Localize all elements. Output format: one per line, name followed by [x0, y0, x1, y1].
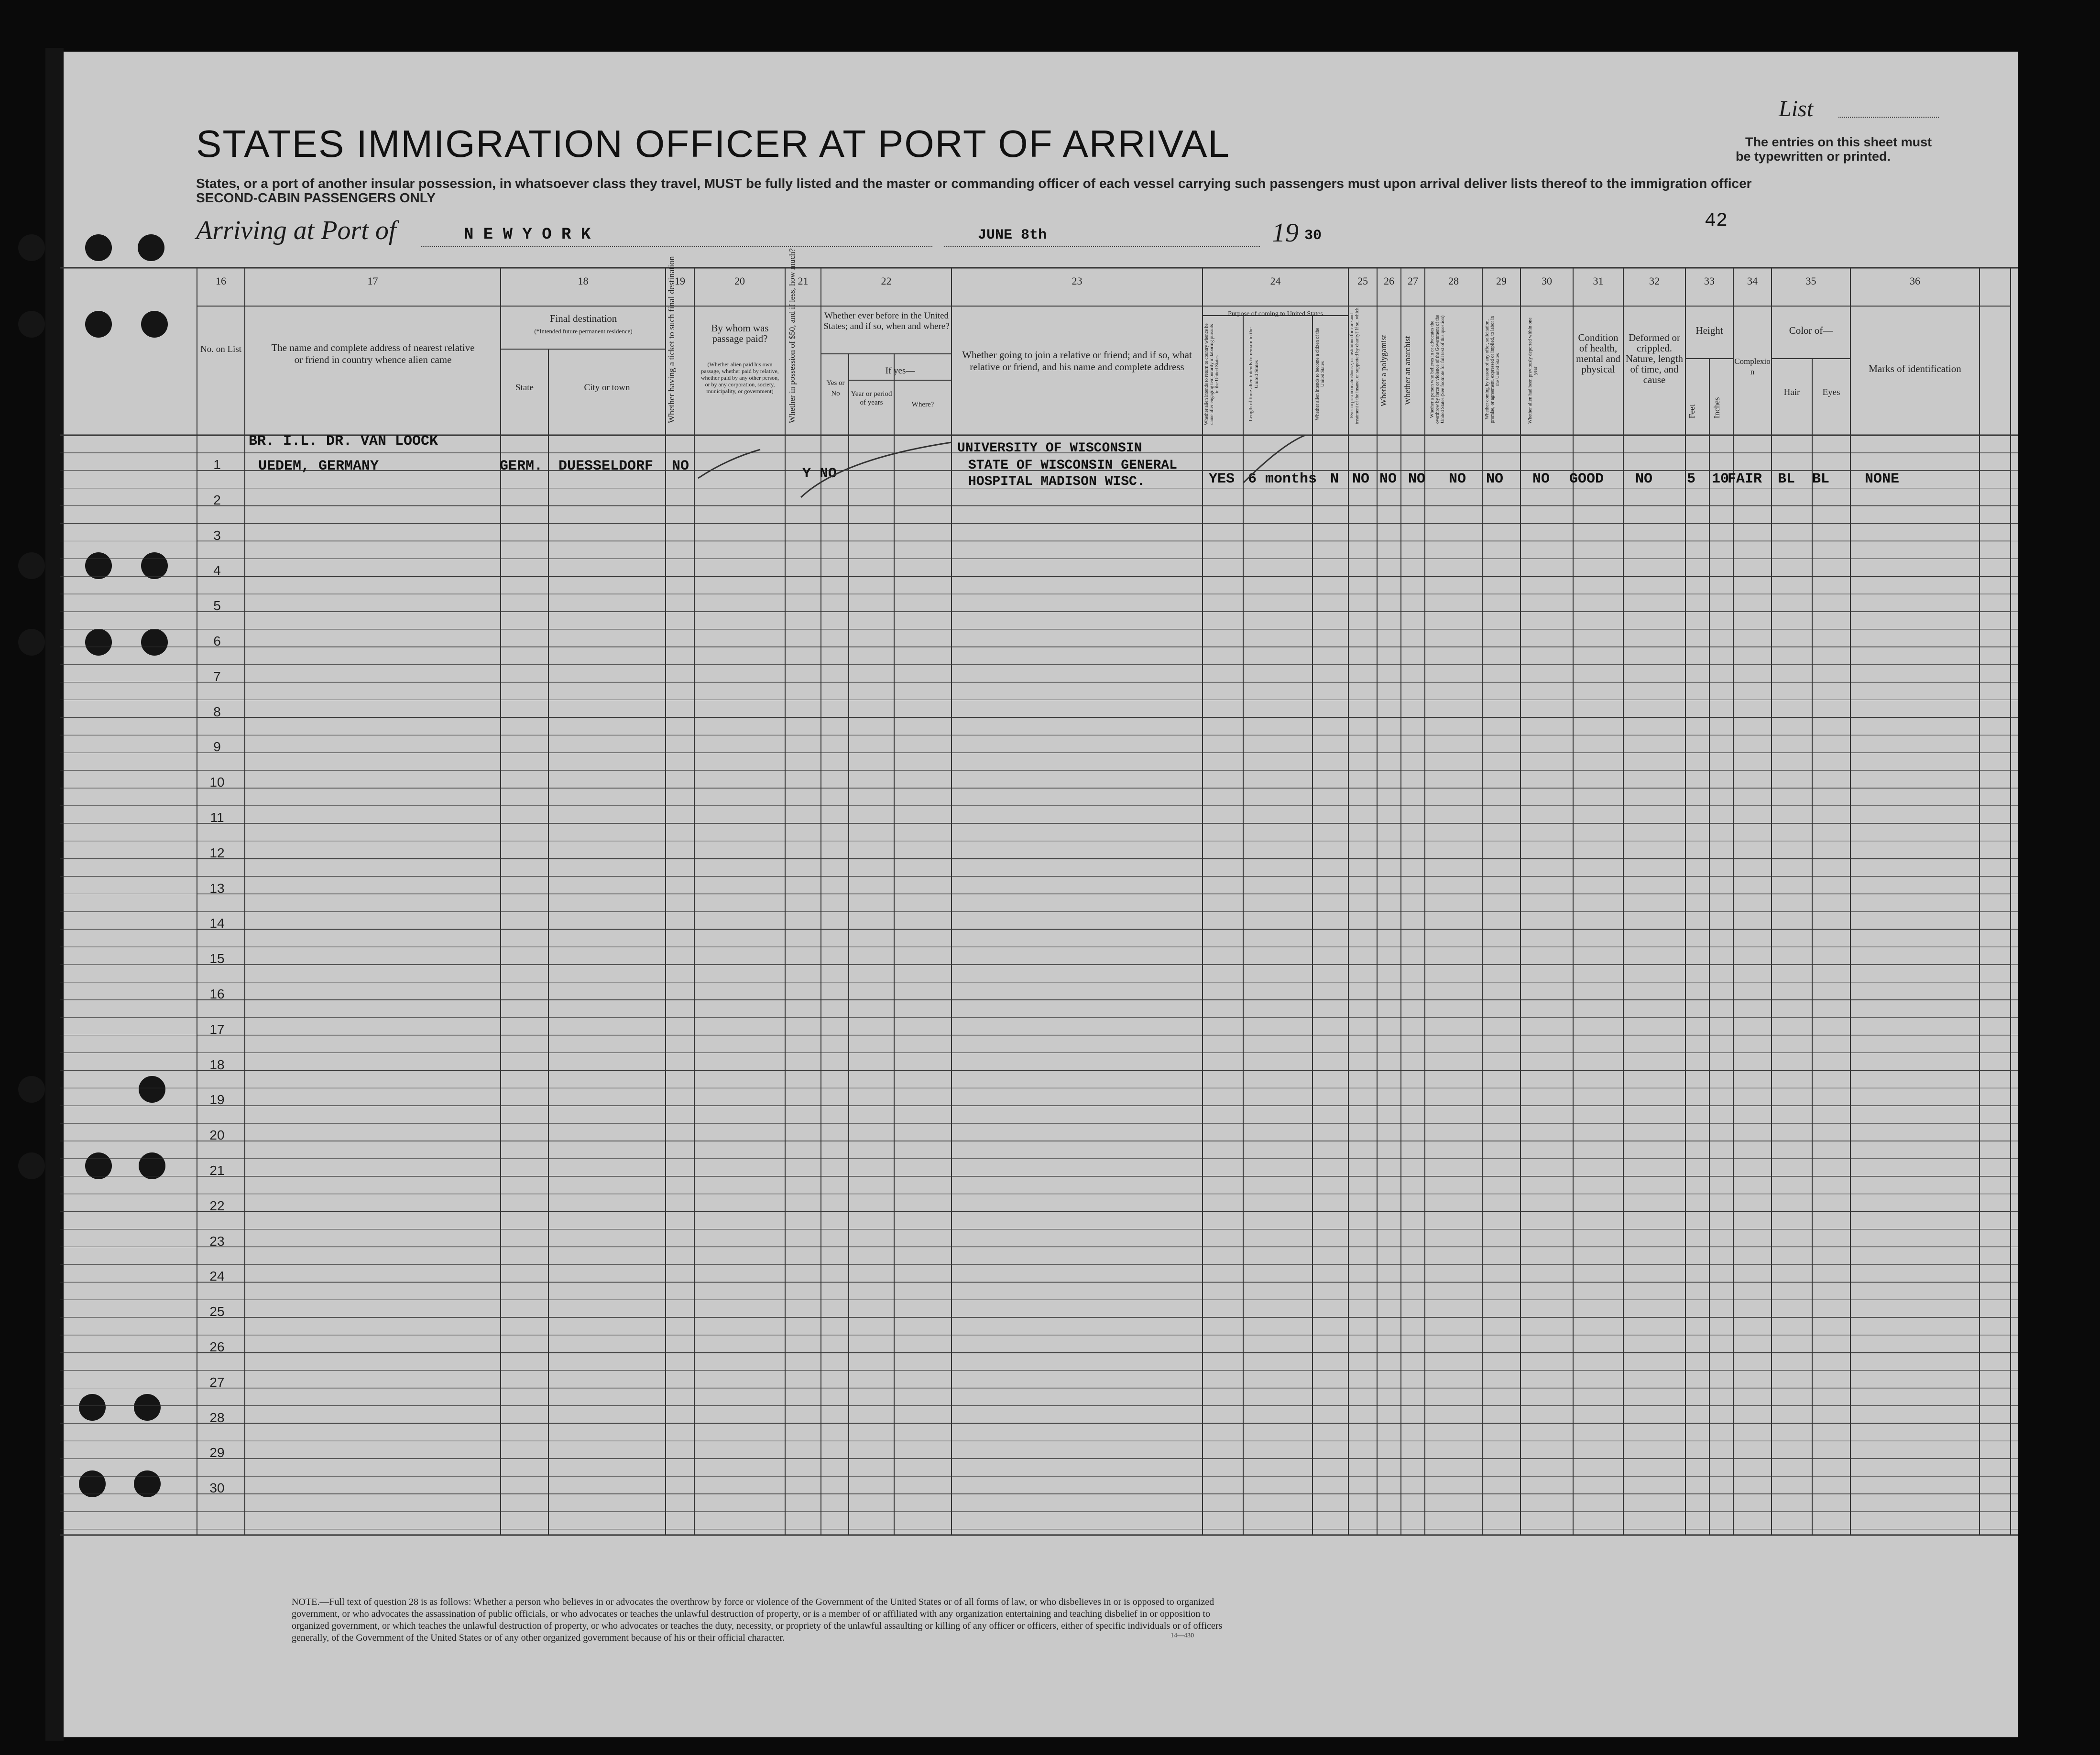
row-number: 23: [209, 1233, 225, 1249]
row-number: 24: [209, 1269, 225, 1284]
header-anarchist: Whether an anarchist: [1403, 336, 1412, 406]
row-number: 1: [213, 457, 221, 472]
column-number: 21: [798, 275, 809, 287]
row-number: 19: [209, 1092, 225, 1108]
row-number: 6: [213, 634, 221, 648]
header-city: City or town: [584, 383, 630, 393]
row-number: 12: [209, 845, 225, 860]
prison-value: NO: [1352, 471, 1370, 487]
arriving-label: Arriving at Port of: [196, 216, 396, 245]
polygamist-value: NO: [1379, 471, 1397, 487]
row-number: 22: [209, 1198, 225, 1213]
relative-name: BR. I.L. DR. VAN LOOCK: [249, 433, 438, 450]
column-number: 19: [675, 275, 685, 287]
header-where: Where?: [911, 401, 934, 408]
column-number: 33: [1704, 275, 1715, 287]
column-number: 30: [1542, 275, 1552, 287]
row-number: 11: [210, 810, 224, 825]
row-number: 20: [209, 1128, 225, 1143]
column-number: 27: [1408, 275, 1418, 287]
relative-address: UEDEM, GERMANY: [258, 458, 379, 474]
row-number: 26: [209, 1339, 225, 1354]
row-number: 2: [213, 492, 221, 507]
header-hair: Hair: [1783, 387, 1800, 397]
row-number: 25: [209, 1304, 225, 1319]
form-number: 14—430: [1170, 1632, 1194, 1639]
header-citizen-intent: Whether alien intends to become a citizen of the United States: [1315, 328, 1325, 421]
row-number: 14: [209, 916, 225, 931]
joining-line-1: UNIVERSITY OF WISCONSIN: [957, 441, 1142, 456]
header-relative-address: The name and complete address of nearest relative or friend in country whence alien came: [271, 342, 475, 365]
feet-value: 5: [1687, 471, 1696, 487]
header-passage-paid: By whom was passage paid?: [711, 322, 769, 344]
column-number: 25: [1357, 275, 1368, 287]
health-value: GOOD: [1569, 471, 1604, 487]
column-number: 34: [1747, 275, 1758, 287]
destination-city: DUESSELDORF: [558, 458, 654, 474]
row-number: 7: [213, 669, 221, 684]
header-no-on-list: No. on List: [200, 344, 242, 354]
header-before-in-us: Whether ever before in the United States; and if so, when and where?: [823, 311, 950, 331]
entries-note: be typewritten or printed.: [1736, 149, 1891, 164]
header-height: Height: [1695, 325, 1723, 336]
header-state: State: [515, 383, 534, 393]
column-number: 26: [1384, 275, 1394, 287]
column-number: 16: [216, 275, 226, 287]
row-number: 27: [209, 1374, 225, 1390]
header-final-destination: Final destination: [549, 313, 617, 324]
ticket-value: NO: [672, 458, 689, 474]
header-prison: Ever in prison or almshouse, or institution for care and treatment of the insane, or supported by charity? If so, which: [1349, 307, 1360, 424]
column-number: 17: [367, 275, 378, 287]
column-number: 36: [1910, 275, 1920, 287]
header-passage-paid-note: (Whether alien paid his own passage, whether paid by relative, whether paid by any other person, or by any corporation, society, municipality, or government): [700, 361, 779, 395]
header-complexion: Complexion: [1734, 357, 1771, 376]
deformed-value: NO: [1635, 471, 1653, 487]
header-if-yes: If yes—: [885, 366, 915, 376]
column-number: 35: [1805, 275, 1816, 287]
header-ticket: Whether having a ticket to such final destination: [667, 256, 676, 423]
port-name: N E W Y O R K: [464, 226, 591, 244]
row-number: 18: [209, 1057, 225, 1072]
row-number: 10: [209, 775, 225, 790]
header-deported: Whether alien had been previously deported within one year: [1528, 318, 1538, 424]
return-intent-value: YES: [1209, 471, 1235, 487]
deported-value: NO: [1532, 471, 1550, 487]
row-number: 8: [213, 704, 221, 719]
header-purpose: Purpose of coming to United States: [1228, 310, 1323, 318]
footnote: NOTE.—Full text of question 28 is as follows: Whether a person who believes in or advocates the overthrow by force or violence of the Government of the United States or of all forms of law, or who disbelieves in or is opposed to organized government, or who advocates the assassination of public officials, or who advocates or teaches the unlawful destruction of property, or is a member of or affiliated with any organization entertaining and teaching disbelief in or opposition to organized government, or which teaches the unlawful destruction of property, or who advocates or teaches the duty, necessity, or propriety of the unlawful assaulting or killing of any officer or officers, either of specific individuals or of officers generally, of the Government of the United States or of any other organized government because of his or their official character.: [292, 1597, 1223, 1643]
column-number: 20: [734, 275, 745, 287]
row-number: 29: [209, 1445, 225, 1460]
joining-line-2: STATE OF WISCONSIN GENERAL: [968, 458, 1177, 473]
header-health: Condition of health, mental and physical: [1576, 332, 1620, 375]
labor-offer-value: NO: [1486, 471, 1504, 487]
row-number: 28: [209, 1410, 225, 1425]
header-fifty-dollars: Whether in possession of $50, and if less, how much?: [788, 248, 797, 423]
column-number: 23: [1072, 275, 1083, 287]
inches-value: 10: [1712, 471, 1729, 487]
header-feet: Feet: [1687, 404, 1696, 418]
destination-state: GERM.: [500, 458, 543, 474]
marks-value: NONE: [1865, 471, 1900, 487]
header-eyes: Eyes: [1822, 387, 1840, 397]
row-number: 3: [213, 527, 221, 543]
header-years: Year or period of years: [851, 390, 892, 406]
arrival-date: JUNE 8th: [978, 227, 1047, 243]
year-suffix: 30: [1304, 228, 1322, 244]
row-number: 5: [213, 598, 221, 614]
header-color-of: Color of—: [1789, 325, 1833, 336]
header-length-of-stay: Length of time alien intends to remain in the United States: [1248, 327, 1259, 421]
header-return-intent: Whether alien intends to return to country whence he came after engaging temporarily in laboring pursuits in the United States: [1204, 323, 1220, 425]
row-number: 21: [209, 1163, 225, 1178]
row-number: 30: [209, 1481, 225, 1496]
page-title: STATES IMMIGRATION OFFICER AT PORT OF ARRIVAL: [196, 122, 1230, 165]
column-number: 18: [578, 275, 589, 287]
header-polygamist: Whether a polygamist: [1379, 334, 1388, 407]
header-overthrow: Whether a person who believes in or advocates the overthrow by force or violence of the Government of the United States (See footnote for full text of this question): [1430, 315, 1445, 424]
header-final-destination-note: (*Intended future permanent residence): [534, 328, 633, 335]
entries-note: The entries on this sheet must: [1745, 135, 1932, 149]
anarchist-value: NO: [1408, 471, 1426, 487]
sheet-number: 42: [1705, 210, 1728, 232]
year-prefix: 19: [1272, 218, 1299, 248]
overthrow-value: NO: [1449, 471, 1466, 487]
row-number: 13: [209, 880, 225, 896]
header-joining: Whether going to join a relative or friend; and if so, what relative or friend, and his name and complete address: [962, 349, 1192, 373]
header-marks: Marks of identification: [1869, 363, 1961, 374]
header-labor-offer: Whether coming by reason of any offer, solicitation, promise, or agreement, expressed or implied, to labor in the United States: [1485, 316, 1500, 423]
subtitle: States, or a port of another insular possession, in whatsoever class they travel, MUST be fully listed and the master or commanding officer of each vessel carrying such passengers must upon arrival deliver lists thereof to the immigration officer: [196, 176, 1752, 191]
class-line: SECOND-CABIN PASSENGERS ONLY: [196, 190, 436, 205]
citizen-intent-value: N: [1330, 471, 1339, 487]
hair-value: BL: [1778, 471, 1795, 487]
list-label: List: [1779, 96, 1814, 121]
fifty-dollars-value: Y NO: [802, 466, 837, 482]
header-inches: Inches: [1712, 397, 1721, 418]
joining-line-3: HOSPITAL MADISON WISC.: [968, 474, 1145, 489]
column-number: 24: [1270, 275, 1281, 287]
eyes-value: BL: [1812, 471, 1830, 487]
complexion-value: FAIR: [1728, 471, 1762, 487]
column-number: 28: [1448, 275, 1459, 287]
column-number: 22: [881, 275, 892, 287]
row-number: 16: [209, 987, 225, 1001]
row-number: 9: [213, 739, 221, 755]
row-number: 4: [213, 563, 221, 578]
header-yes-no: Yes or No: [826, 379, 845, 397]
column-number: 32: [1649, 275, 1660, 287]
header-deformed: Deformed or crippled. Nature, length of time, and cause: [1625, 332, 1684, 385]
row-number: 15: [209, 951, 225, 966]
column-number: 29: [1496, 275, 1507, 287]
column-number: 31: [1593, 275, 1604, 287]
length-of-stay-value: 6 months: [1248, 471, 1317, 487]
row-number: 17: [209, 1021, 225, 1037]
